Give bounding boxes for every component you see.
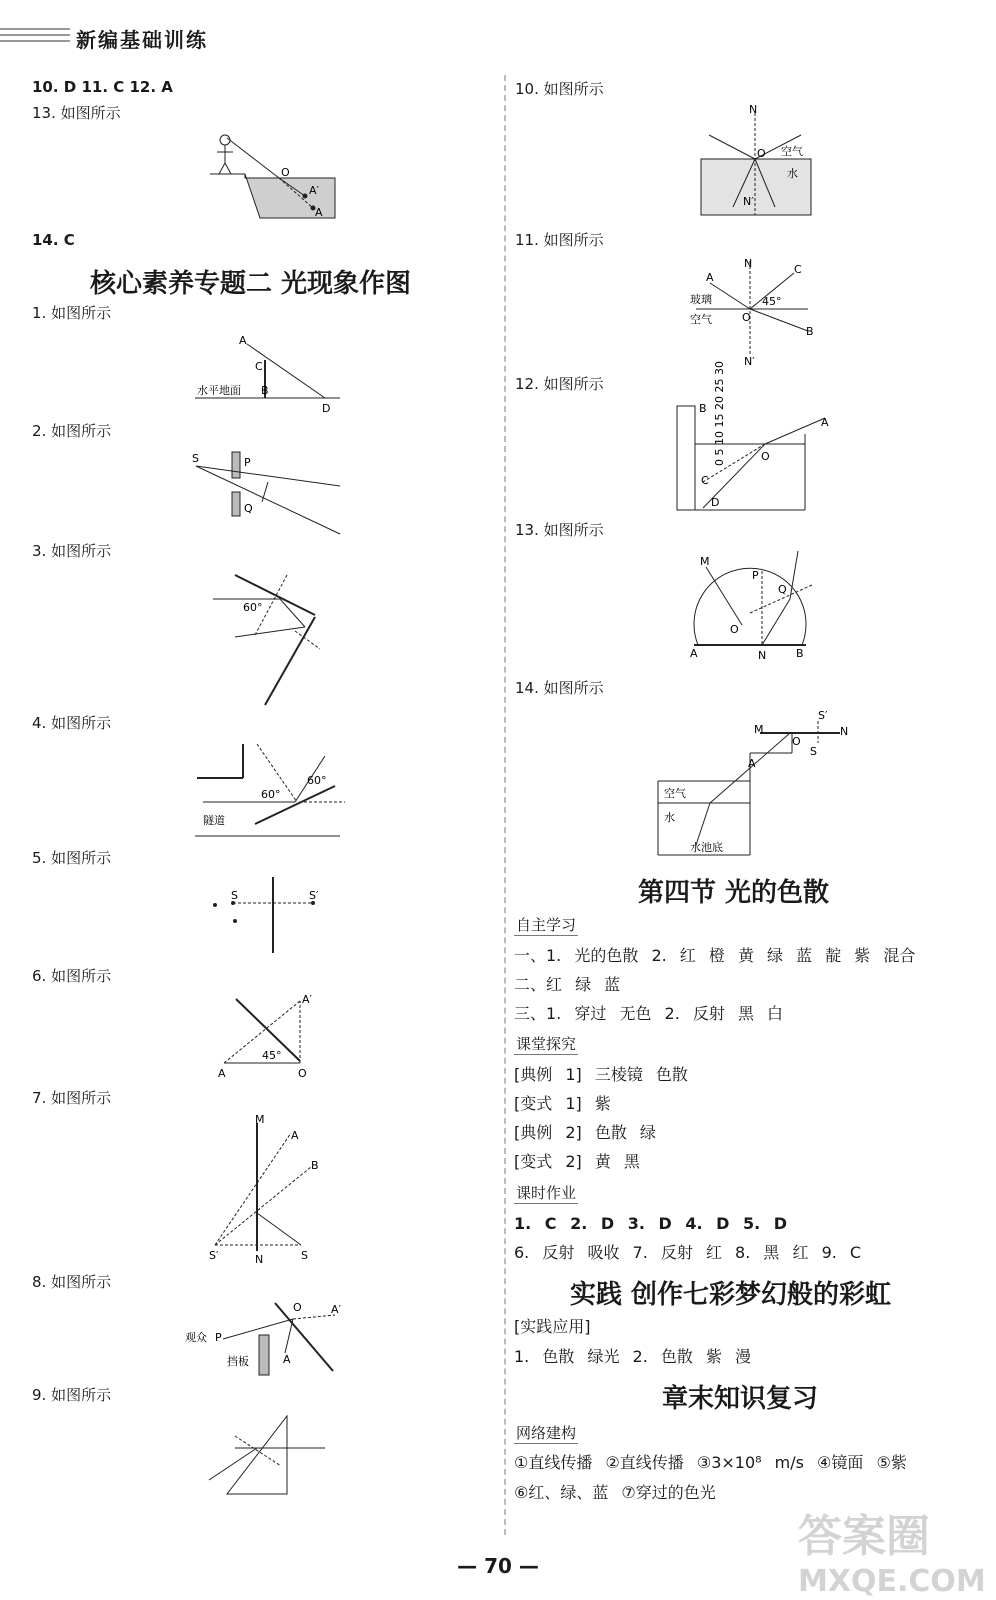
f2-label-q: Q [244,502,253,515]
f3-label-angle: 60° [243,601,263,614]
figure-r11-glass [690,255,820,370]
r13-label-m: M [700,555,710,568]
r12-label-b: B [699,402,707,415]
r13-label-n: N [758,649,767,662]
item-2-label: 2. 如图所示 [32,422,112,440]
figure-3-mirrors [205,565,330,715]
r11-label-o: O [742,311,751,324]
figure-r12-tank [675,361,835,515]
r12-label-scale: 0 5 10 15 20 25 30 [713,361,726,466]
r12-label-o: O [761,450,770,463]
figure-5-image [205,873,335,963]
class-explore-heading: 课堂探究 [516,1035,577,1053]
f5-label-s: S [231,889,238,902]
r11-label-a: A [706,271,714,284]
page-number: — 70 — [457,1554,539,1578]
r14-label-air: 空气 [664,787,686,800]
f1-label-ground: 水平地面 [197,384,241,397]
practice-sub: [实践应用] [514,1317,591,1336]
item-4-label: 4. 如图所示 [32,714,112,732]
r14-label-s1: S′ [818,709,828,722]
r11-label-c: C [794,263,802,276]
f7-label-a: A [291,1129,299,1142]
f1-label-d: D [322,402,331,415]
item-1-label: 1. 如图所示 [32,304,112,322]
f1-label-b: B [261,384,269,397]
r-item-12-label: 12. 如图所示 [515,375,604,393]
f8-label-a1: A′ [331,1303,342,1316]
r13-label-p: P [752,569,759,582]
f7-label-s1: S′ [209,1249,219,1262]
review-line-1: ①直线传播 ②直线传播 ③3×10⁸ m/s ④镜面 ⑤紫 [514,1453,907,1472]
figure-6-mirror [210,993,320,1083]
figure-r10-water [695,105,825,220]
ce-line-2: [变式 1] 紫 [514,1094,611,1113]
f6-label-o: O [298,1067,307,1080]
f5-label-s1: S′ [309,889,319,902]
figure-r13-semicircle [690,545,815,665]
figure-2-slit [190,448,345,538]
practice-title: 实践 创作七彩梦幻般的彩虹 [570,1280,892,1310]
figure-r14-pool [650,705,860,865]
hw-line-1: 1. C 2. D 3. D 4. D 5. D [514,1214,788,1233]
f6-label-angle: 45° [262,1049,282,1062]
q13-label: 13. 如图所示 [32,104,121,122]
item-5-label: 5. 如图所示 [32,849,112,867]
r10-label-water: 水 [787,167,798,180]
answer-14: 14. C [32,231,75,249]
answers-10-12: 10. D 11. C 12. A [32,78,173,96]
r13-label-b: B [796,647,804,660]
f8-label-viewer: 观众 [185,1331,207,1344]
r11-label-angle: 45° [762,295,782,308]
f8-label-p: P [215,1331,222,1344]
r14-label-bottom: 水池底 [690,841,723,854]
r-item-11-label: 11. 如图所示 [515,231,604,249]
r-item-10-label: 10. 如图所示 [515,80,604,98]
r12-label-c: C [701,474,709,487]
item-7-label: 7. 如图所示 [32,1089,112,1107]
ss-line-2: 二、红 绿 蓝 [514,975,621,994]
section-title-core: 核心素养专题二 光现象作图 [90,269,412,299]
section4-title: 第四节 光的色散 [638,878,830,908]
f13-label-a1: A′ [309,184,320,197]
r11-label-n: N [744,257,753,270]
f1-label-c: C [255,360,263,373]
figure-13-pond [205,128,350,228]
f6-label-a: A [218,1067,226,1080]
r12-label-a: A [821,416,829,429]
r13-label-o: O [730,623,739,636]
f8-label-board: 挡板 [227,1355,249,1368]
f4-label-tunnel: 隧道 [203,814,225,827]
item-3-label: 3. 如图所示 [32,542,112,560]
figure-4-tunnel [195,740,345,840]
ce-line-3: [典例 2] 色散 绿 [514,1123,656,1142]
item-6-label: 6. 如图所示 [32,967,112,985]
review-title: 章末知识复习 [662,1384,819,1414]
header-title: 新编基础训练 [70,24,214,53]
f6-label-a1: A′ [302,993,313,1006]
r10-label-n: N [749,103,758,116]
r-item-13-label: 13. 如图所示 [515,521,604,539]
f4-label-angle1: 60° [261,788,281,801]
r13-label-q: Q [778,583,787,596]
figure-8-board [185,1297,350,1382]
r14-label-n: N [840,725,849,738]
page-number-value: 70 [484,1554,512,1578]
item-9-label: 9. 如图所示 [32,1386,112,1404]
ce-line-1: [典例 1] 三棱镜 色散 [514,1065,688,1084]
ss-line-3: 三、1. 穿过 无色 2. 反射 黑 白 [514,1004,784,1023]
f7-label-s: S [301,1249,308,1262]
r11-label-b: B [806,325,814,338]
f13-label-a: A [315,206,323,219]
r12-label-d: D [711,496,720,509]
figure-9-prism [205,1410,335,1500]
r14-label-water: 水 [664,811,675,824]
figure-7-mirror [205,1113,325,1268]
column-divider [504,75,506,1535]
ce-line-4: [变式 2] 黄 黑 [514,1152,640,1171]
watermark [798,1500,988,1599]
network-heading: 网络建构 [516,1424,577,1442]
r10-label-n1: N′ [743,195,754,208]
r10-label-o: O [757,147,766,160]
f8-label-a: A [283,1353,291,1366]
r13-label-a: A [690,647,698,660]
f13-label-o: O [281,166,290,179]
r11-label-n1: N′ [744,355,755,368]
r14-label-a: A [748,757,756,770]
r11-label-air: 空气 [690,313,712,326]
f2-label-p: P [244,456,251,469]
self-study-heading: 自主学习 [516,916,577,934]
watermark-text: 答案圈 [798,1511,930,1562]
f8-label-o: O [293,1301,302,1314]
f4-label-angle2: 60° [307,774,327,787]
watermark-url: MXQE.COM [798,1564,986,1599]
f7-label-m: M [255,1113,265,1126]
homework-heading: 课时作业 [516,1184,577,1202]
f7-label-b: B [311,1159,319,1172]
r14-label-o: O [792,735,801,748]
ss-line-1: 一、1. 光的色散 2. 红 橙 黄 绿 蓝 靛 紫 混合 [514,946,916,965]
item-8-label: 8. 如图所示 [32,1273,112,1291]
r11-label-glass: 玻璃 [690,293,712,306]
practice-line: 1. 色散 绿光 2. 色散 紫 漫 [514,1347,752,1366]
review-line-2: ⑥红、绿、蓝 ⑦穿过的色光 [514,1483,716,1502]
r14-label-m: M [754,723,764,736]
f1-label-a: A [239,334,247,347]
f7-label-n: N [255,1253,264,1266]
f2-label-s: S [192,452,199,465]
figure-1-shadow [195,330,345,420]
hw-line-2: 6. 反射 吸收 7. 反射 红 8. 黑 红 9. C [514,1243,862,1262]
page-header [0,0,996,62]
r-item-14-label: 14. 如图所示 [515,679,604,697]
r10-label-air: 空气 [781,145,803,158]
r14-label-s: S [810,745,817,758]
